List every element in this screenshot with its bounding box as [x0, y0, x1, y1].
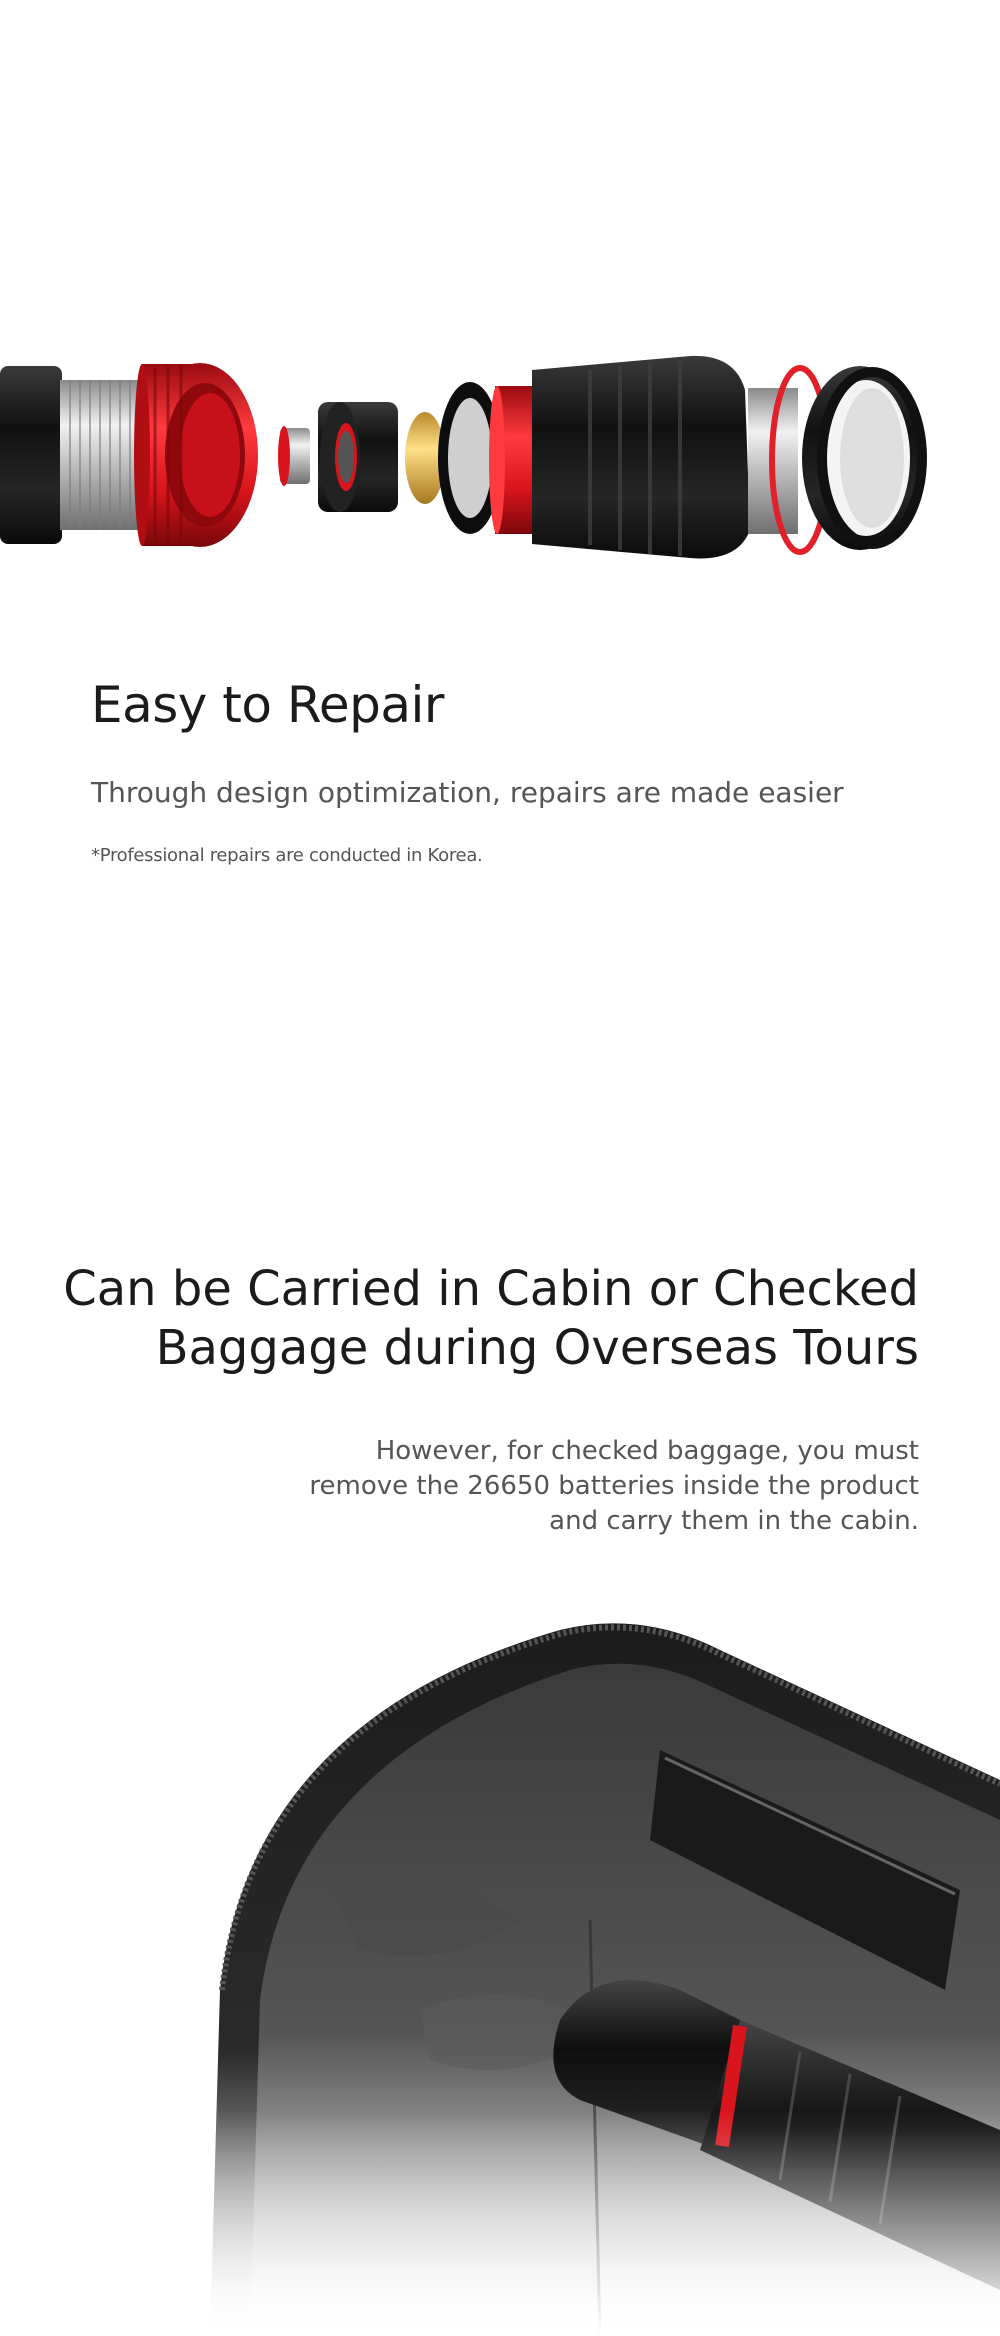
- cabin-desc-line-1: However, for checked baggage, you must: [375, 1436, 919, 1466]
- repair-note: *Professional repairs are conducted in Korea.: [91, 845, 483, 866]
- cabin-title: [39, 1260, 919, 1378]
- cabin-section: [39, 1260, 919, 1539]
- cabin-description: [39, 1434, 919, 1539]
- repair-section: [91, 676, 951, 866]
- exploded-flashlight-image: [0, 330, 1000, 590]
- flashlight-head: [532, 356, 750, 559]
- body-tube: [0, 366, 62, 544]
- carry-case-image: [0, 1590, 1000, 2336]
- cabin-desc-line-2: remove the 26650 batteries inside the product: [309, 1471, 919, 1501]
- cabin-title-line-1: Can be Carried in Cabin or Checked: [63, 1261, 919, 1317]
- cabin-desc-line-3: and carry them in the cabin.: [549, 1506, 919, 1536]
- repair-title: Easy to Repair: [91, 676, 444, 734]
- cabin-title-line-2: Baggage during Overseas Tours: [155, 1320, 919, 1376]
- repair-subtitle: Through design optimization, repairs are made easier: [91, 776, 844, 809]
